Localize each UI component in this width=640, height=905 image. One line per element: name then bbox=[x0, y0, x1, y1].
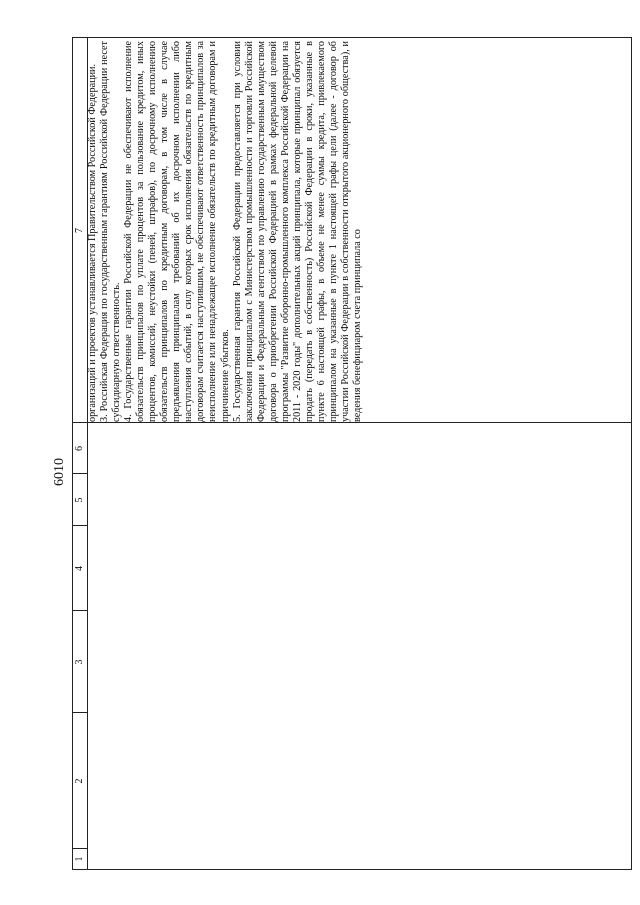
column-header-3: 3 bbox=[74, 659, 85, 665]
column-header-1: 1 bbox=[74, 856, 85, 862]
page-number: 6010 bbox=[52, 458, 67, 486]
column-header-2: 2 bbox=[74, 778, 85, 784]
column-divider bbox=[73, 848, 88, 849]
paragraph: 3. Российская Федерация по государственным гарантиям Российской Федерации несет субсидиарную ответственность. bbox=[99, 41, 123, 422]
column-header-5: 5 bbox=[74, 497, 85, 503]
column-7-content bbox=[87, 41, 627, 422]
column-divider bbox=[73, 525, 88, 526]
paragraph: организаций и проектов устанавливается Правительством Российской Федерации. bbox=[87, 63, 98, 422]
column-header-7: 7 bbox=[74, 228, 85, 233]
table-header-row bbox=[73, 38, 88, 869]
column-header-4: 4 bbox=[74, 566, 85, 571]
paragraph: 4. Государственные гарантии Российской Федерации не обеспечивают исполнение обязательств принципалов по уплате процентов за пользование кредитом, иных процентов, комиссий, неустойки (пеней, штрафов), по досрочному исполнению обязательств принципалов по кредитным договорам, в том числе в случае предъявления принципалам требований об их досрочном исполнении либо наступления событий, в силу которых срок исполнения обязательств по кредитным договорам считается наступившим, не обеспечивают ответственность принципалов за неисполнение или ненадлежащее исполнение обязательств по кредитным договорам и причинение убытков. bbox=[123, 41, 231, 422]
column-divider bbox=[73, 422, 631, 423]
column-divider bbox=[73, 610, 88, 611]
column-divider bbox=[73, 712, 88, 713]
column-header-6: 6 bbox=[74, 446, 85, 451]
data-table bbox=[72, 37, 632, 870]
paragraph: 5. Государственная гарантия Российской Федерации предоставляется при условии заключения принципалом с Министерством промышленности и торговли Российской Федерации и Федеральным агентством по управлению государственным имуществом договора о приобретении Российской Федерацией в рамках федеральной целевой программы "Развитие оборонно-промышленного комплекса Российской Федерации на 2011 - 2020 годы" дополнительных акций принципала, которые принципал обязуется продать (передать в собственность) Российской Федерации в сроки, указанные в пункте 6 настоящей графы, в объеме не менее суммы кредита, привлекаемого принципалом на указанные в пункте 1 настоящей графы цели (далее - договор об участии Российской Федерации в собственности открытого акционерного общества), и ведения бенефициаром счета принципала со bbox=[231, 41, 364, 422]
column-divider bbox=[73, 473, 88, 474]
